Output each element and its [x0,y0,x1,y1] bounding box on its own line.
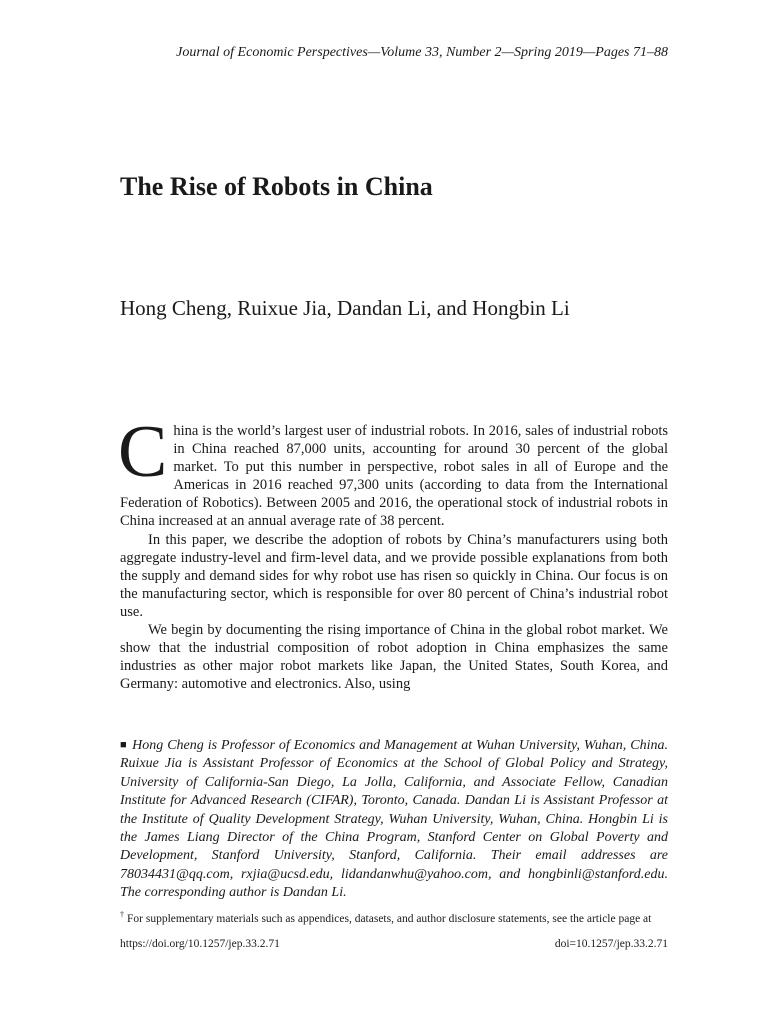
square-bullet-icon: ■ [120,739,128,751]
dagger-marker: † [120,910,124,919]
doi-identifier: doi=10.1257/jep.33.2.71 [554,938,668,950]
body-paragraph-2: In this paper, we describe the adoption of robots by China’s manufacturers using both aggregate industry-level and firm-level data, and we provide possible explanations from both the supply and demand sides for why robot use has risen so quickly in China. Our focus is on the manufacturing sector, which is responsible for over 80 percent of China’s industrial robot use. [120,531,668,620]
paragraph-1-text: hina is the world’s largest user of industrial robots. In 2016, sales of industrial robots in China reached 87,000 units, accounting for around 30 percent of the global market. To put this number in perspective, robot sales in all of Europe and the Americas in 2016 reached 97,300 units (according to data from the International Federation of Robotics). Between 2005 and 2016, the operational stock of industrial robots in China increased at an annual average rate of 38 percent. [120,423,668,530]
article-body [118,411,668,693]
supplementary-note [120,907,668,927]
author-affiliations-footnote [120,737,668,903]
journal-header: Journal of Economic Perspectives—Volume 33, Number 2—Spring 2019—Pages 71–88 [176,45,668,60]
article-url-link[interactable]: https://doi.org/10.1257/jep.33.2.71 [120,938,280,950]
affiliations-text: Hong Cheng is Professor of Economics and Management at Wuhan University, Wuhan, China. Ruixue Jia is Assistant Professor of Economics at the School of Global Policy and Strategy, University of California-San Diego, La Jolla, California, and Associate Fellow, Canadian Institute for Advanced Research (CIFAR), Toronto, Canada. Dandan Li is Assistant Professor at the Institute of Quality Development Strategy, Wuhan University, Wuhan, China. Hongbin Li is the James Liang Director of the China Program, Stanford Center on Global Poverty and Development, Stanford University, Stanford, California. Their email addresses are 78034431@qq.com, rxjia@ucsd.edu, lidandanwhu@yahoo.com, and hongbinli@stanford.edu. The corresponding author is Dandan Li. [120,738,668,901]
drop-cap: C [118,411,168,493]
article-title: The Rise of Robots in China [120,172,433,201]
doi-links [120,937,668,951]
author-list: Hong Cheng, Ruixue Jia, Dandan Li, and Hongbin Li [120,296,570,320]
body-paragraph-3: We begin by documenting the rising importance of China in the global robot market. We show that the industrial composition of robot adoption in China emphasizes the same industries as other major robot markets like Japan, the United States, South Korea, and Germany: automotive and electronics. Also, using [120,622,668,693]
body-paragraph-1 [118,411,668,531]
supplementary-text: For supplementary materials such as appendices, datasets, and author disclosure statements, see the article page at [127,912,652,925]
